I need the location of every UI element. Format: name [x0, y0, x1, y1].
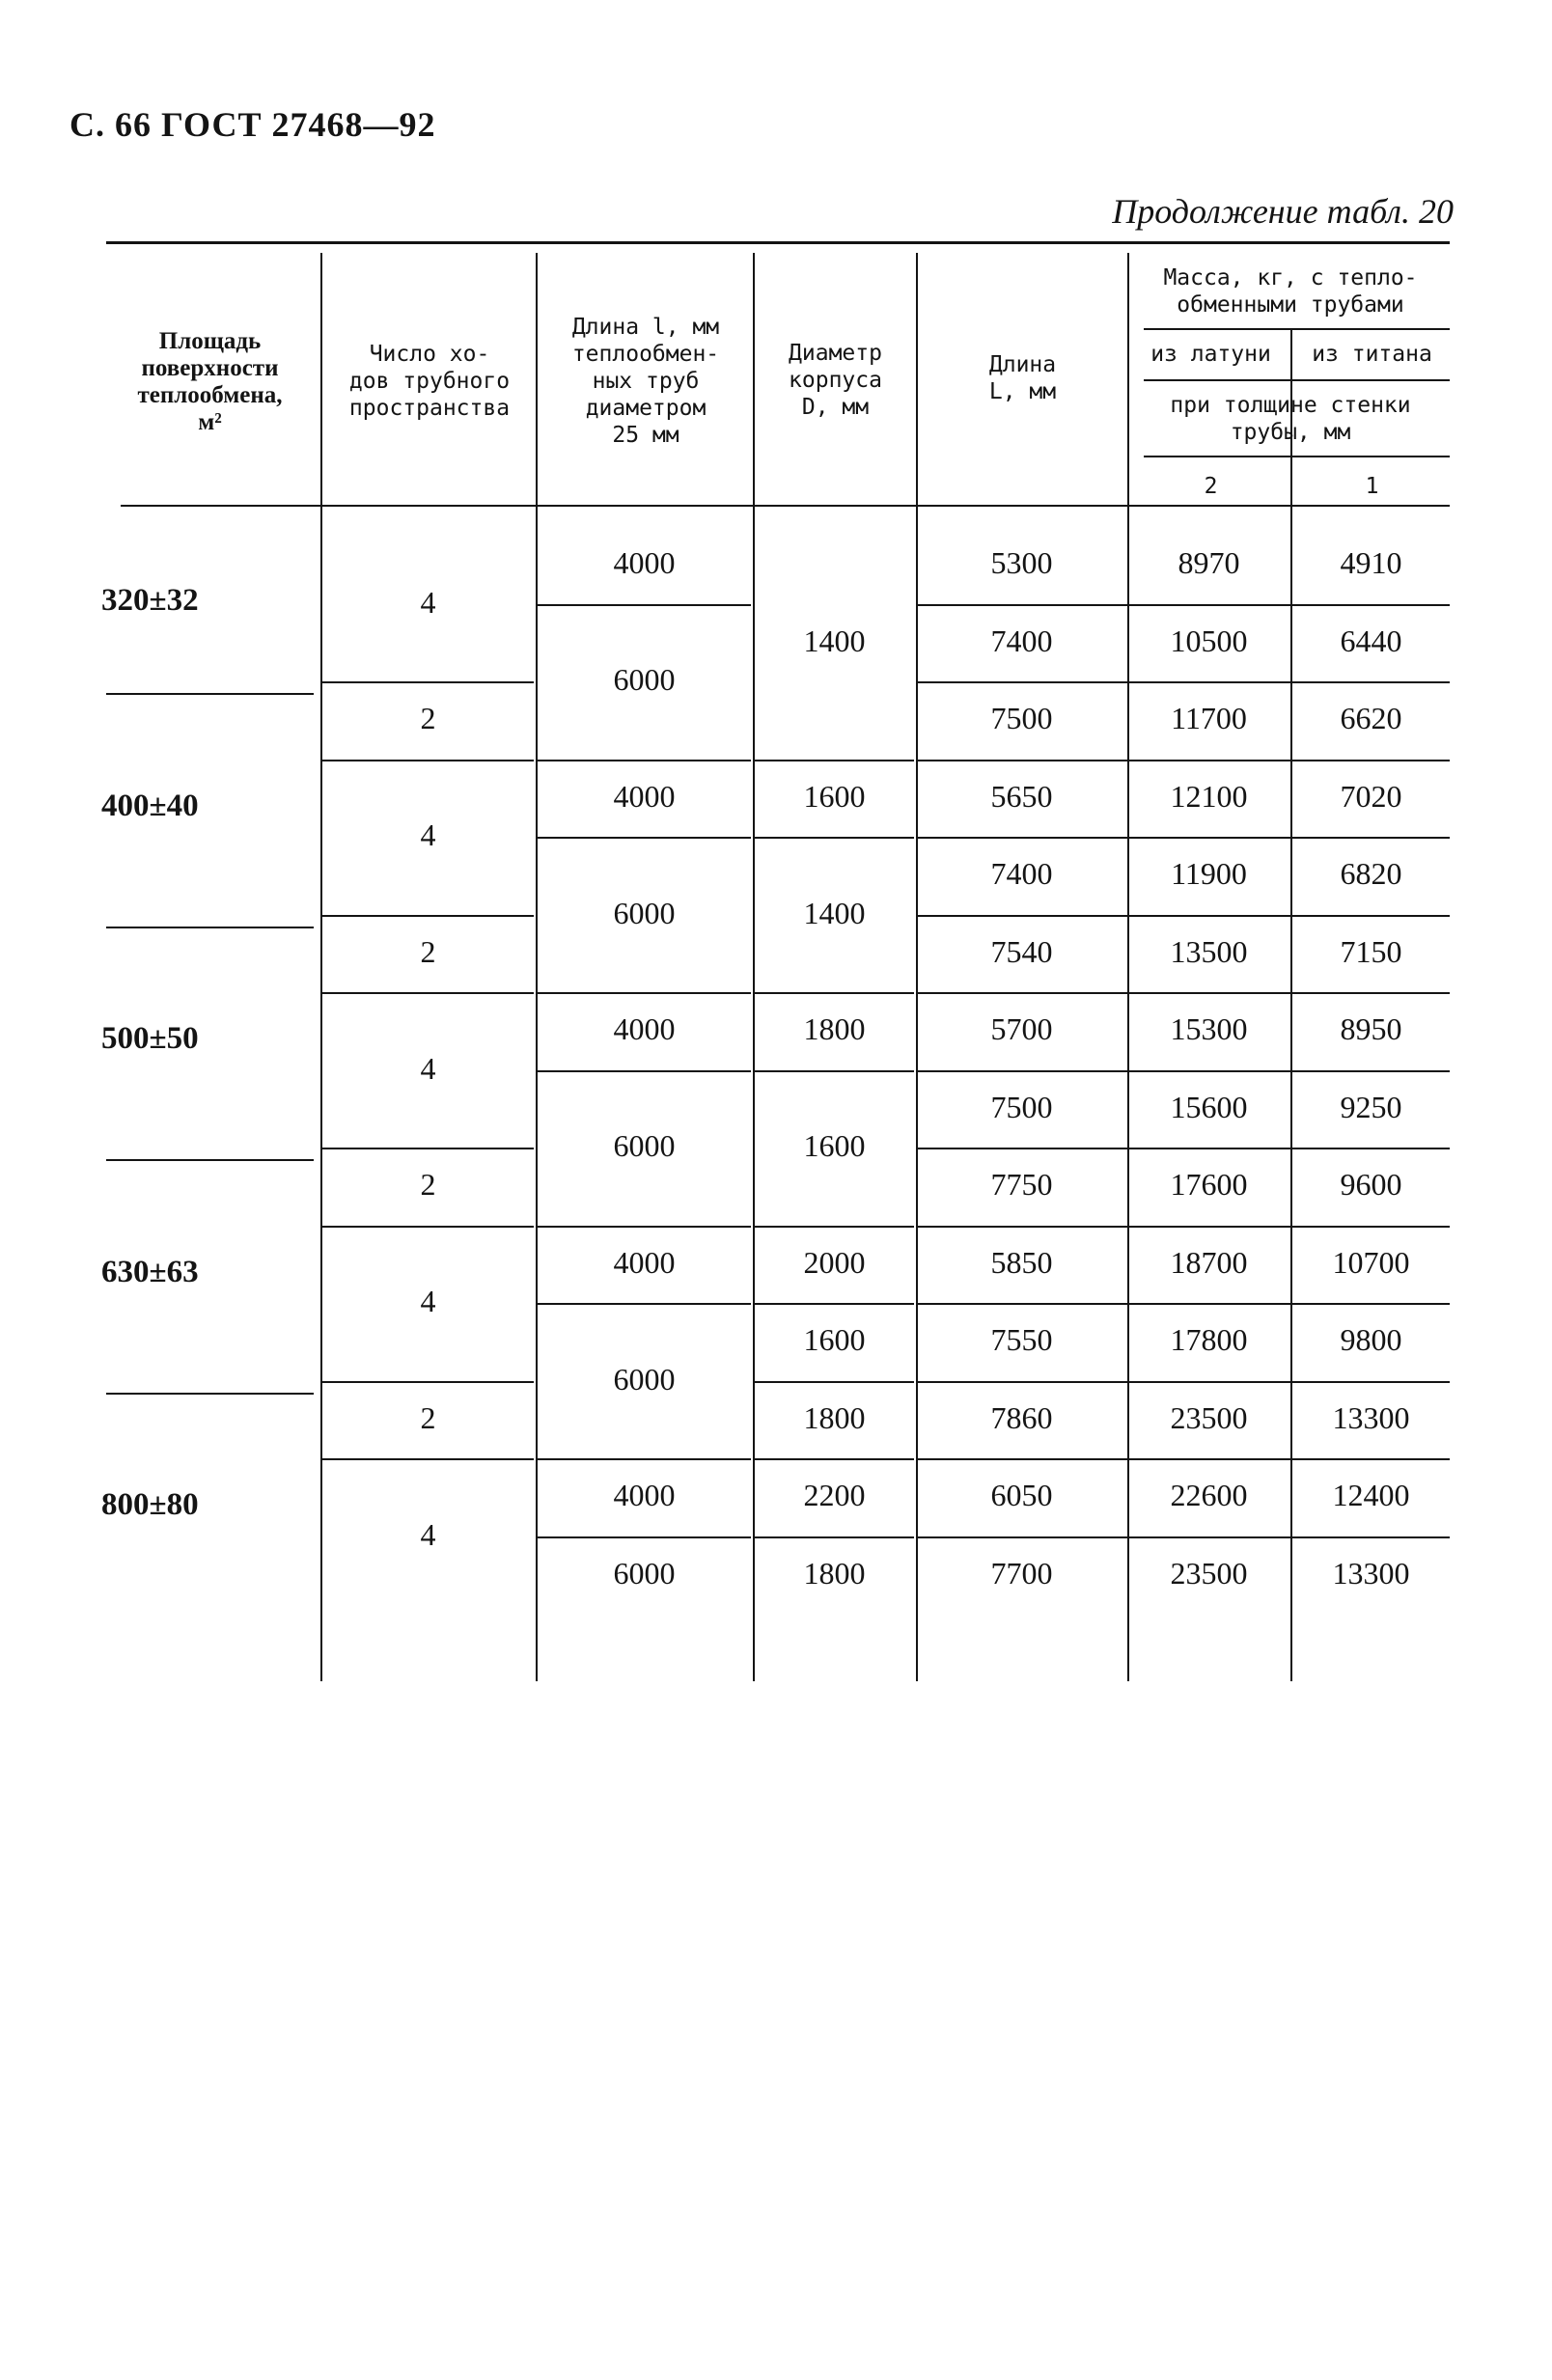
column-header-titanium: из титана	[1312, 342, 1432, 367]
tube-length-rule	[538, 1458, 751, 1460]
tube-length-rule	[538, 604, 751, 606]
area-value: 630±63	[101, 1255, 199, 1289]
mass-titanium-value: 8950	[1340, 1011, 1402, 1046]
tube-length-value: 6000	[613, 662, 676, 697]
column-header-thickness: при толщине стенки трубы, мм	[1170, 393, 1411, 445]
mass-brass-value: 17800	[1170, 1322, 1248, 1357]
mass-brass-value: 10500	[1170, 623, 1248, 658]
area-value: 320±32	[101, 583, 199, 618]
mass-brass-value: 15300	[1170, 1011, 1248, 1046]
thickness-header-rule	[1144, 456, 1450, 457]
row-rule	[918, 604, 1450, 606]
length-L-value: 7860	[990, 1400, 1053, 1435]
row-rule	[918, 760, 1450, 761]
mass-brass-value: 13500	[1170, 934, 1248, 969]
column-header-area: Площадь поверхности теплообмена, м²	[137, 328, 283, 435]
mass-titanium-value: 13300	[1332, 1556, 1410, 1591]
area-group-rule	[106, 1393, 314, 1395]
mass-titanium-value: 10700	[1332, 1245, 1410, 1280]
mass-brass-value: 23500	[1170, 1556, 1248, 1591]
diameter-value: 1400	[803, 623, 866, 658]
tube-length-value: 6000	[613, 896, 676, 930]
row-rule	[918, 992, 1450, 994]
column-header-thickness-titanium: 1	[1365, 474, 1379, 499]
mass-titanium-value: 4910	[1340, 545, 1402, 580]
length-L-value: 6050	[990, 1478, 1053, 1512]
column-divider	[536, 253, 538, 1681]
column-header-diameter: Диаметр корпуса D, мм	[789, 341, 882, 420]
tube-length-value: 6000	[613, 1128, 676, 1163]
row-rule	[918, 1148, 1450, 1149]
area-value: 800±80	[101, 1487, 199, 1522]
tube-length-rule	[538, 760, 751, 761]
mass-brass-value: 8970	[1178, 545, 1240, 580]
mass-brass-value: 11700	[1171, 701, 1247, 735]
passes-value: 4	[420, 1051, 436, 1086]
length-L-value: 7400	[990, 856, 1053, 891]
mass-titanium-value: 7020	[1340, 779, 1402, 814]
tube-length-value: 4000	[613, 1245, 676, 1280]
tube-length-value: 4000	[613, 1011, 676, 1046]
passes-rule	[322, 992, 534, 994]
tube-length-value: 6000	[613, 1362, 676, 1397]
mass-titanium-value: 6620	[1340, 701, 1402, 735]
passes-value: 4	[420, 585, 436, 620]
diameter-value: 1400	[803, 896, 866, 930]
diameter-value: 1800	[803, 1556, 866, 1591]
tube-length-rule	[538, 1070, 751, 1072]
column-header-mass: Масса, кг, с тепло- обменными трубами	[1163, 265, 1418, 318]
diameter-rule	[755, 837, 914, 839]
mass-titanium-value: 9800	[1340, 1322, 1402, 1357]
area-value: 500±50	[101, 1021, 199, 1056]
length-L-value: 5700	[990, 1011, 1053, 1046]
length-L-value: 5850	[990, 1245, 1053, 1280]
row-rule	[918, 837, 1450, 839]
diameter-value: 2000	[803, 1245, 866, 1280]
mass-brass-value: 17600	[1170, 1167, 1248, 1202]
mass-titanium-value: 13300	[1332, 1400, 1410, 1435]
tube-length-value: 4000	[613, 1478, 676, 1512]
diameter-value: 2200	[803, 1478, 866, 1512]
mass-brass-value: 22600	[1170, 1478, 1248, 1512]
mass-brass-value: 15600	[1170, 1090, 1248, 1124]
area-group-rule	[106, 1159, 314, 1161]
row-rule	[918, 1458, 1450, 1460]
diameter-value: 1800	[803, 1011, 866, 1046]
length-L-value: 7750	[990, 1167, 1053, 1202]
column-header-length-l: Длина l, мм теплообмен- ных труб диаметром 25 мм	[571, 315, 720, 448]
diameter-rule	[755, 1458, 914, 1460]
tube-length-value: 4000	[613, 545, 676, 580]
diameter-value: 1600	[803, 779, 866, 814]
length-L-value: 7500	[990, 1090, 1053, 1124]
column-divider	[753, 253, 755, 1681]
passes-value: 4	[420, 1517, 436, 1552]
length-L-value: 5300	[990, 545, 1053, 580]
page-header: С. 66 ГОСТ 27468—92	[69, 105, 436, 144]
diameter-value: 1800	[803, 1400, 866, 1435]
passes-rule	[322, 1148, 534, 1149]
mass-brass-value: 12100	[1170, 779, 1248, 814]
tube-length-rule	[538, 1303, 751, 1305]
passes-value: 4	[420, 817, 436, 852]
diameter-rule	[755, 992, 914, 994]
length-L-value: 7500	[990, 701, 1053, 735]
diameter-value: 1600	[803, 1128, 866, 1163]
mass-brass-value: 11900	[1171, 856, 1247, 891]
row-rule	[918, 1070, 1450, 1072]
column-header-thickness-brass: 2	[1204, 474, 1218, 499]
tube-length-value: 4000	[613, 779, 676, 814]
passes-value: 2	[420, 701, 436, 735]
row-rule	[918, 1303, 1450, 1305]
column-header-passes: Число хо- дов трубного пространства	[348, 342, 511, 421]
passes-value: 2	[420, 934, 436, 969]
diameter-rule	[755, 760, 914, 761]
length-L-value: 5650	[990, 779, 1053, 814]
passes-value: 2	[420, 1167, 436, 1202]
length-L-value: 7550	[990, 1322, 1053, 1357]
mass-titanium-value: 9600	[1340, 1167, 1402, 1202]
row-rule	[918, 915, 1450, 917]
passes-rule	[322, 915, 534, 917]
passes-rule	[322, 1381, 534, 1383]
tube-length-value: 6000	[613, 1556, 676, 1591]
mass-header-rule	[1144, 328, 1450, 330]
passes-value: 4	[420, 1284, 436, 1318]
area-group-rule	[106, 693, 314, 695]
mass-titanium-value: 6820	[1340, 856, 1402, 891]
length-L-value: 7400	[990, 623, 1053, 658]
passes-rule	[322, 760, 534, 761]
length-L-value: 7540	[990, 934, 1053, 969]
column-header-length-L: Длина L, мм	[988, 352, 1057, 404]
table-top-rule	[106, 241, 1450, 244]
row-rule	[918, 681, 1450, 683]
mass-titanium-value: 6440	[1340, 623, 1402, 658]
diameter-rule	[755, 1070, 914, 1072]
diameter-rule	[755, 1381, 914, 1383]
table-continuation-label: Продолжение табл. 20	[1112, 192, 1454, 231]
row-rule	[918, 1381, 1450, 1383]
row-rule	[918, 1536, 1450, 1538]
mass-titanium-value: 7150	[1340, 934, 1402, 969]
tube-length-rule	[538, 837, 751, 839]
area-value: 400±40	[101, 789, 199, 823]
mass-brass-value: 23500	[1170, 1400, 1248, 1435]
diameter-rule	[755, 1303, 914, 1305]
row-rule	[918, 1226, 1450, 1228]
diameter-rule	[755, 1226, 914, 1228]
tube-length-rule	[538, 1536, 751, 1538]
length-L-value: 7700	[990, 1556, 1053, 1591]
tube-length-rule	[538, 1226, 751, 1228]
material-header-rule	[1144, 379, 1450, 381]
tube-length-rule	[538, 992, 751, 994]
passes-rule	[322, 1458, 534, 1460]
mass-brass-value: 18700	[1170, 1245, 1248, 1280]
mass-titanium-value: 9250	[1340, 1090, 1402, 1124]
diameter-value: 1600	[803, 1322, 866, 1357]
passes-rule	[322, 1226, 534, 1228]
diameter-rule	[755, 1536, 914, 1538]
area-group-rule	[106, 927, 314, 928]
passes-rule	[322, 681, 534, 683]
mass-titanium-value: 12400	[1332, 1478, 1410, 1512]
column-header-brass: из латуни	[1150, 342, 1271, 367]
passes-value: 2	[420, 1400, 436, 1435]
